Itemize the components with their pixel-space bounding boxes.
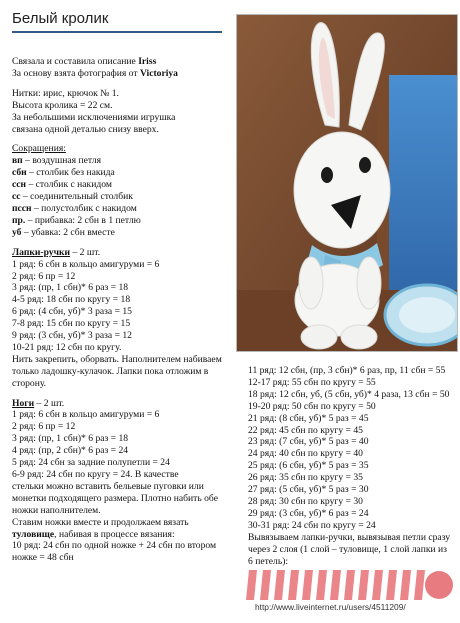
pattern-row: 19-20 ряд: 50 сбн по кругу = 50 — [248, 400, 376, 412]
paws-heading: Лапки-ручки – 2 шт. — [12, 246, 101, 258]
pattern-row: 25 ряд: (6 сбн, уб)* 5 раз = 35 — [248, 460, 369, 472]
pattern-row: 11 ряд: 12 сбн, (пр, 3 сбн)* 6 раз, пр, 11 сбн = 55 — [248, 365, 446, 376]
pattern-row: 7-8 ряд: 15 сбн по кругу = 15 — [12, 318, 131, 330]
pattern-row: 27 ряд: (5 сбн, уб)* 5 раз = 30 — [248, 484, 369, 496]
pattern-row: 10 ряд: 24 сбн по одной ножке + 24 сбн по втором ножке = 48 сбн — [12, 540, 217, 564]
pattern-row: 6-9 ряд: 24 сбн по кругу = 24. В качестве — [12, 469, 179, 480]
abbr-item: ссн – столбик с накидом — [12, 179, 112, 191]
watermark-logo-icon — [243, 566, 458, 618]
legs-note: стельки можно вставить бельевые пуговки или монетки подходящего размера. Плотно набить обе ножки наполнителем. — [12, 480, 218, 516]
pattern-row: 18 ряд: 12 сбн, уб, (5 сбн, уб)* 4 раза, 13 сбн = 50 — [248, 388, 450, 400]
params-line: Нитки: ирис, крючок № 1. — [12, 87, 119, 99]
abbr-heading: Сокращения: — [12, 143, 66, 155]
pattern-row: 24 ряд: 40 сбн по кругу = 40 — [248, 448, 363, 460]
pattern-row: 2 ряд: 6 пр = 12 — [12, 421, 76, 433]
bunny-photo — [236, 14, 458, 352]
pattern-row: 30-31 ряд: 24 сбн по кругу = 24 — [248, 519, 376, 531]
page-title: Белый кролик — [12, 10, 222, 33]
left-column — [12, 56, 234, 564]
photo-author-name: Victoriya — [139, 67, 178, 79]
paws-note: Нить закрепить, оборвать. Наполнителем набиваем только ладошку-кулачок. Лапки пока отложим в сторону. — [12, 353, 222, 389]
paws-attach-text: Вывязываем лапки-ручки, вывязывая петли сразу через 2 слоя (1 слой – туловище, 1 слой лапки из 6 петель): — [248, 531, 451, 567]
params-line: связана одной деталью снизу вверх. — [12, 123, 159, 135]
bunny-illustration — [237, 15, 458, 352]
author-name: Iriss — [138, 56, 157, 67]
pattern-row: 5 ряд: 24 сбн за задние полупетли = 24 — [12, 457, 170, 469]
params-line: Высота кролика = 22 см. — [12, 99, 113, 111]
abbr-item: пссн – полустолбик с накидом — [12, 202, 137, 214]
params-line: За небольшими исключениями игрушка — [12, 111, 176, 123]
pattern-row: 6 ряд: (4 сбн, уб)* 3 раза = 15 — [12, 306, 132, 318]
intro-line-2 — [12, 68, 234, 80]
abbr-item: пр. – прибавка: 2 сбн в 1 петлю — [12, 214, 141, 226]
watermark-url: http://www.liveinternet.ru/users/4511209/ — [255, 602, 406, 612]
abbr-item: уб – убавка: 2 сбн вместе — [12, 226, 115, 238]
pattern-row: 4 ряд: (пр, 2 сбн)* 6 раз = 24 — [12, 445, 129, 457]
pattern-row: 26 ряд: 35 сбн по кругу = 35 — [248, 472, 363, 484]
pattern-row: 4-5 ряд: 18 сбн по кругу = 18 — [12, 294, 131, 306]
pattern-row: 10-21 ряд: 12 сбн по кругу. — [12, 341, 122, 353]
pattern-row: 1 ряд: 6 сбн в кольцо амигуруми = 6 — [12, 409, 160, 421]
body-join-text: Ставим ножки вместе и продолжаем вязать туловище, набивая в процессе вязания: — [12, 516, 189, 540]
pattern-row: 21 ряд: (8 сбн, уб)* 5 раз = 45 — [248, 412, 369, 424]
pattern-row: 3 ряд: (пр, 1 сбн)* 6 раз = 18 — [12, 282, 129, 294]
right-column — [248, 365, 454, 567]
intro-line-1 — [12, 56, 234, 68]
pattern-row: 23 ряд: (7 сбн, уб)* 5 раз = 40 — [248, 436, 369, 448]
abbr-item: сбн – столбик без накида — [12, 167, 115, 179]
abbr-item: сс – соединительный столбик — [12, 191, 133, 203]
pattern-row: 9 ряд: (3 сбн, уб)* 3 раза = 12 — [12, 330, 132, 342]
pattern-row: 2 ряд: 6 пр = 12 — [12, 270, 76, 282]
pattern-row: 1 ряд: 6 сбн в кольцо амигуруми = 6 — [12, 258, 160, 270]
pattern-row: 28 ряд: 30 сбн по кругу = 30 — [248, 495, 363, 507]
abbr-item: вп – воздушная петля — [12, 155, 102, 167]
intro-text: За основу взята фотография от — [12, 67, 140, 79]
intro-text: Связала и составила описание — [12, 56, 139, 67]
pattern-row: 29 ряд: (3 сбн, уб)* 6 раз = 24 — [248, 507, 369, 519]
pattern-row: 12-17 ряд: 55 сбн по кругу = 55 — [248, 376, 376, 388]
site-watermark — [243, 566, 458, 618]
pattern-row: 3 ряд: (пр, 1 сбн)* 6 раз = 18 — [12, 433, 129, 445]
pattern-row: 22 ряд: 45 сбн по кругу = 45 — [248, 424, 363, 436]
legs-heading: Ноги – 2 шт. — [12, 397, 65, 409]
